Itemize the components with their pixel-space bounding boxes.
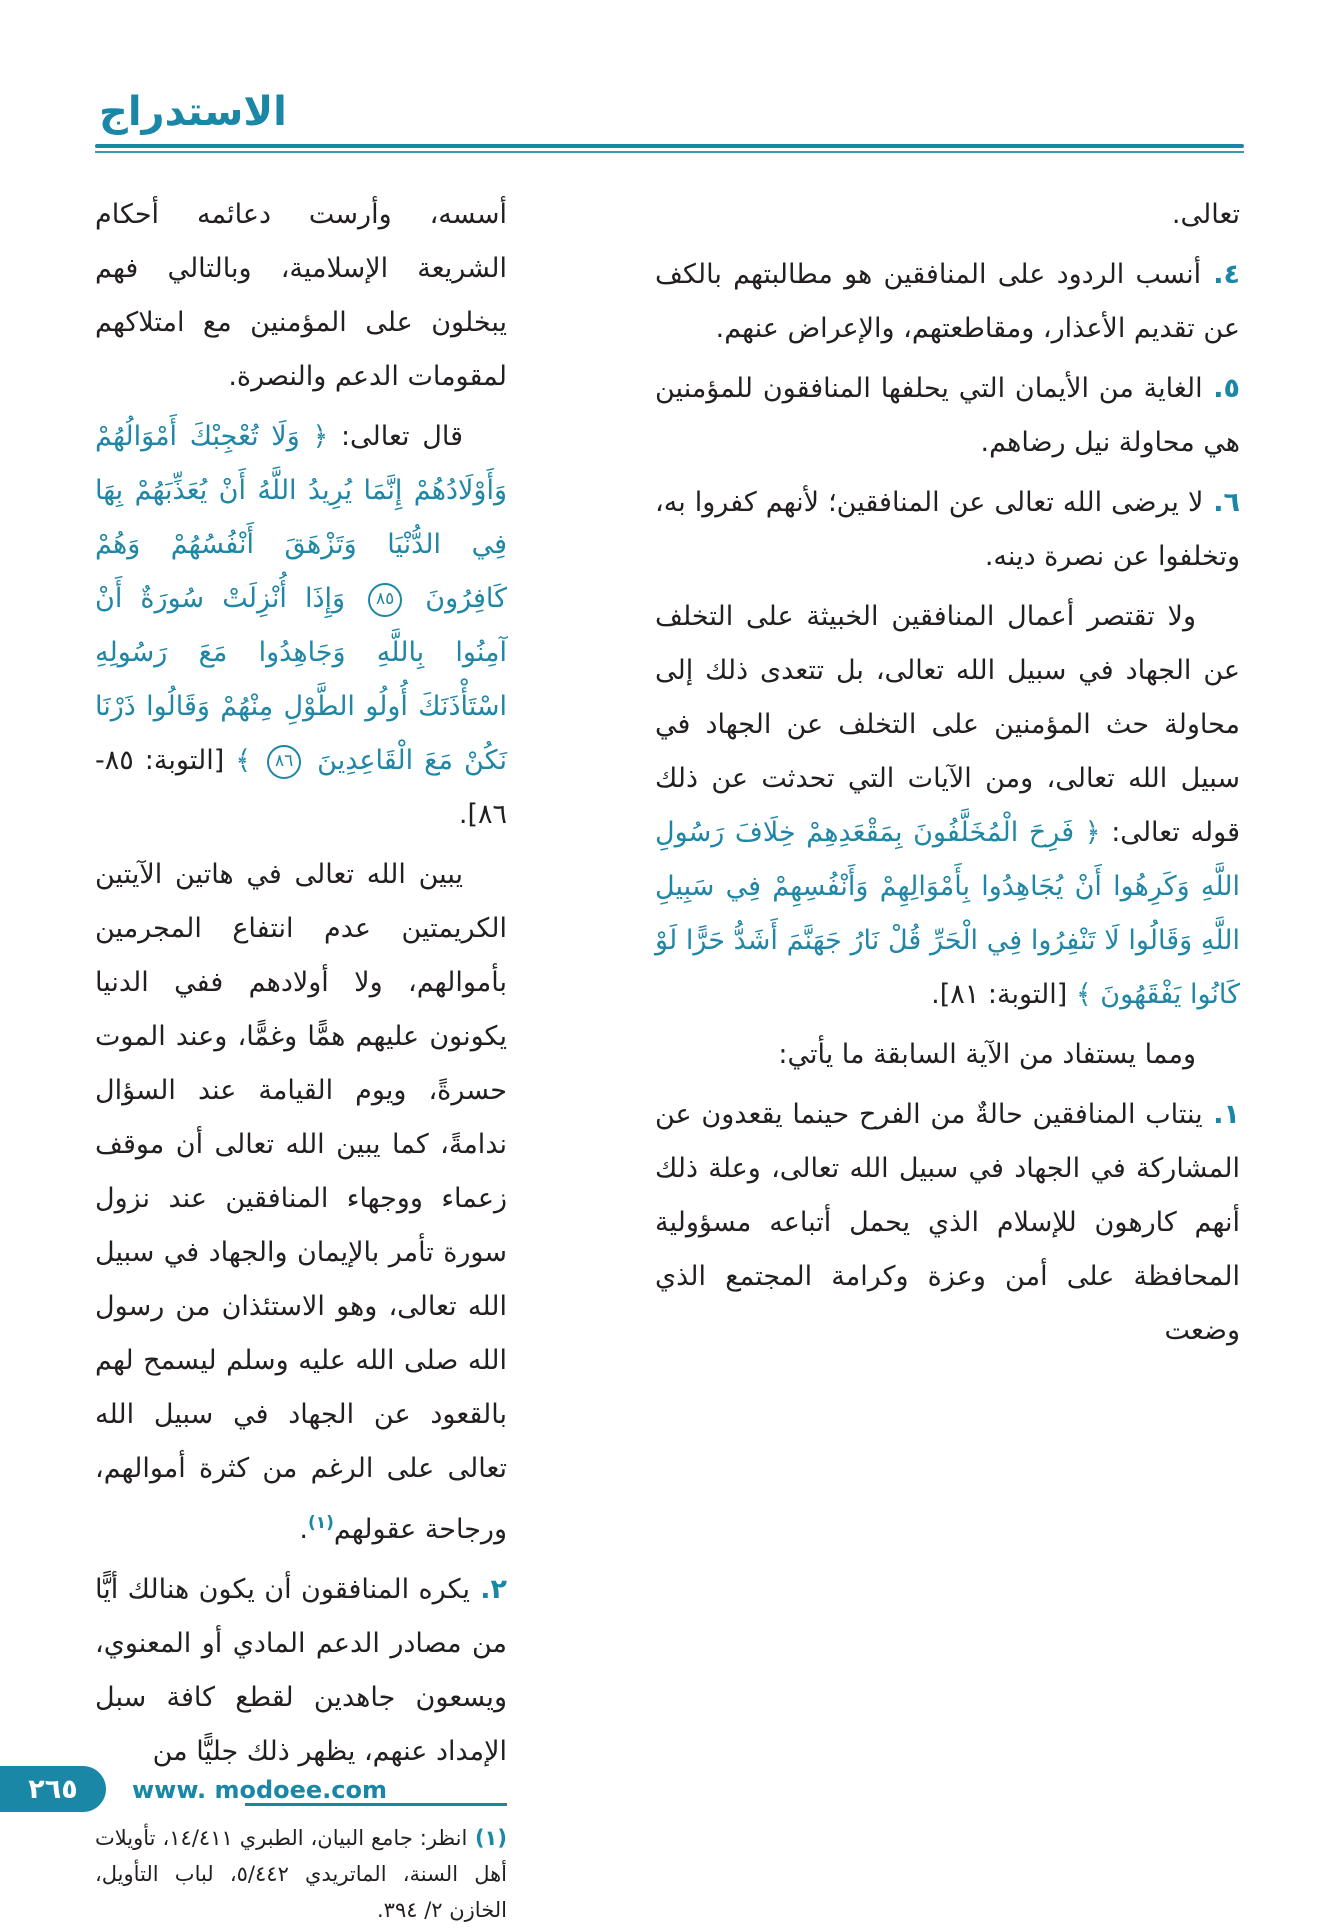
- body-text: أنسب الردود على المنافقين هو مطالبتهم بالكف عن تقديم الأعذار، ومقاطعتهم، والإعراض عنهم.: [655, 259, 1240, 344]
- body-text: الغاية من الأيمان التي يحلفها المنافقون للمؤمنين هي محاولة نيل رضاهم.: [655, 373, 1240, 458]
- body-text: ينتاب المنافقين حالةٌ من الفرح حينما يقعدون عن المشاركة في الجهاد في سبيل الله تعالى، وعلة ذلك أنهم كارهون للإسلام الذي يحمل أتباعه مسؤولية المحافظة على أمن وعزة وكرامة المجتمع الذي وضعت: [655, 1099, 1240, 1346]
- paragraph-tafsir: [95, 848, 507, 1557]
- body-text: تعالى.: [1171, 199, 1240, 230]
- left-column-text: [95, 188, 507, 1779]
- item-number: ١.: [1202, 1099, 1240, 1130]
- body-text: [التوبة: ٨١].: [931, 979, 1076, 1010]
- quran-verse-text: ﴾: [235, 745, 263, 776]
- footnote-reference: (١): [307, 1513, 334, 1533]
- list-item-2: [95, 1563, 507, 1779]
- quran-verse-text: ﴿ وَلَا تُعْجِبْكَ أَمْوَالُهُمْ وَأَوْلَادُهُمْ إِنَّمَا يُرِيدُ اللَّهُ أَنْ يُعَذِّبَهُمْ بِهَا فِي الدُّنْيَا وَتَزْهَقَ أَنْفُسُهُمْ وَهُمْ كَافِرُونَ: [95, 421, 507, 614]
- chapter-title: الاستدراج: [99, 89, 287, 135]
- footnote-1: [95, 1820, 507, 1928]
- item-number: ٢.: [470, 1574, 507, 1605]
- page-number-badge: [0, 1766, 106, 1812]
- right-column: [655, 188, 1240, 1364]
- body-text: لا يرضى الله تعالى عن المنافقين؛ لأنهم كفروا به، وتخلفوا عن نصرة دينه.: [655, 487, 1240, 572]
- body-text: يبين الله تعالى في هاتين الآيتين الكريمتين عدم انتفاع المجرمين بأموالهم، ولا أولادهم ففي الدنيا يكونون عليهم همًّا وغمًّا، وعند الموت حسرةً، ويوم القيامة عند السؤال ندامةً، كما يبين الله تعالى أن موقف زعماء ووجهاء المنافقين عند نزول سورة تأمر بالإيمان والجهاد في سبيل الله تعالى، وهو الاستئذان من رسول الله صلى الله عليه وسلم ليسمح لهم بالقعود عن الجهاد في سبيل الله تعالى على الرغم من كثرة أموالهم، ورجاحة عقولهم: [95, 859, 507, 1545]
- continuation-line: [655, 188, 1240, 242]
- paragraph-hypocrites-deeds: [655, 590, 1240, 1022]
- list-item-6: [655, 476, 1240, 584]
- body-text: أسسه، وأرست دعائمه أحكام الشريعة الإسلامية، وبالتالي فهم يبخلون على المؤمنين مع امتلاكهم لمقومات الدعم والنصرة.: [95, 199, 507, 392]
- item-number: ٦.: [1203, 487, 1240, 518]
- quran-verse-text: وَإِذَا أُنْزِلَتْ سُورَةٌ أَنْ آمِنُوا بِاللَّهِ وَجَاهِدُوا مَعَ رَسُولِهِ اسْتَأْذَنَكَ أُولُو الطَّوْلِ مِنْهُمْ وَقَالُوا ذَرْنَا نَكُنْ مَعَ الْقَاعِدِينَ: [95, 583, 508, 776]
- text-columns: [95, 188, 1240, 1928]
- body-text: انظر: جامع البيان، الطبري ١٤/٤١١، تأويلات أهل السنة، الماتريدي ٥/٤٤٢، لباب التأويل، الخازن ٢/ ٣٩٤.: [95, 1826, 508, 1922]
- page-header: [95, 84, 1244, 153]
- quran-verse-text: ﴿ فَرِحَ الْمُخَلَّفُونَ بِمَقْعَدِهِمْ خِلَافَ رَسُولِ اللَّهِ وَكَرِهُوا أَنْ يُجَاهِدُوا بِأَمْوَالِهِمْ وَأَنْفُسِهِمْ فِي سَبِيلِ اللَّهِ وَقَالُوا لَا تَنْفِرُوا فِي الْحَرِّ قُلْ نَارُ جَهَنَّمَ أَشَدُّ حَرًّا لَوْ كَانُوا يَفْقَهُونَ ﴾: [655, 817, 1240, 1010]
- body-text: ومما يستفاد من الآية السابقة ما يأتي:: [778, 1039, 1196, 1070]
- paragraph-verse-tawbah-85-86: [95, 410, 507, 842]
- list-item-5: [655, 362, 1240, 470]
- list-item-4: [655, 248, 1240, 356]
- body-text: .: [299, 1514, 308, 1545]
- body-text: قال تعالى:: [328, 421, 463, 452]
- paragraph-continuation: [95, 188, 507, 404]
- body-text: ولا تقتصر أعمال المنافقين الخبيثة على التخلف عن الجهاد في سبيل الله تعالى، بل تتعدى ذلك إلى محاولة حث المؤمنين على التخلف عن الجهاد في سبيل الله تعالى، ومن الآيات التي تحدثت عن ذلك قوله تعالى:: [655, 601, 1240, 848]
- header-rule-thick: [95, 144, 1244, 148]
- header-rule-thin: [95, 151, 1244, 153]
- ayah-number-medallion: ٨٥: [368, 583, 402, 617]
- list-item-1: [655, 1088, 1240, 1358]
- body-text: يكره المنافقون أن يكون هنالك أيًّا من مصادر الدعم المادي أو المعنوي، ويسعون جاهدين لقطع كافة سبل الإمداد عنهم، يظهر ذلك جليًّا من: [95, 1574, 507, 1767]
- item-number: ٥.: [1202, 373, 1240, 404]
- site-url[interactable]: www. modoee.com: [132, 1776, 388, 1804]
- footnote-area: [95, 1803, 507, 1928]
- item-number: ٤.: [1201, 259, 1240, 290]
- body-text: [التوبة: ٨٥- ٨٦].: [95, 745, 507, 830]
- left-column: [95, 188, 507, 1928]
- ayah-number-medallion: ٨٦: [267, 745, 301, 779]
- paragraph-lead-in: [655, 1028, 1240, 1082]
- footnote: [95, 1820, 507, 1928]
- page-number: ٢٦٥: [28, 1773, 78, 1805]
- item-number: (١): [467, 1826, 507, 1850]
